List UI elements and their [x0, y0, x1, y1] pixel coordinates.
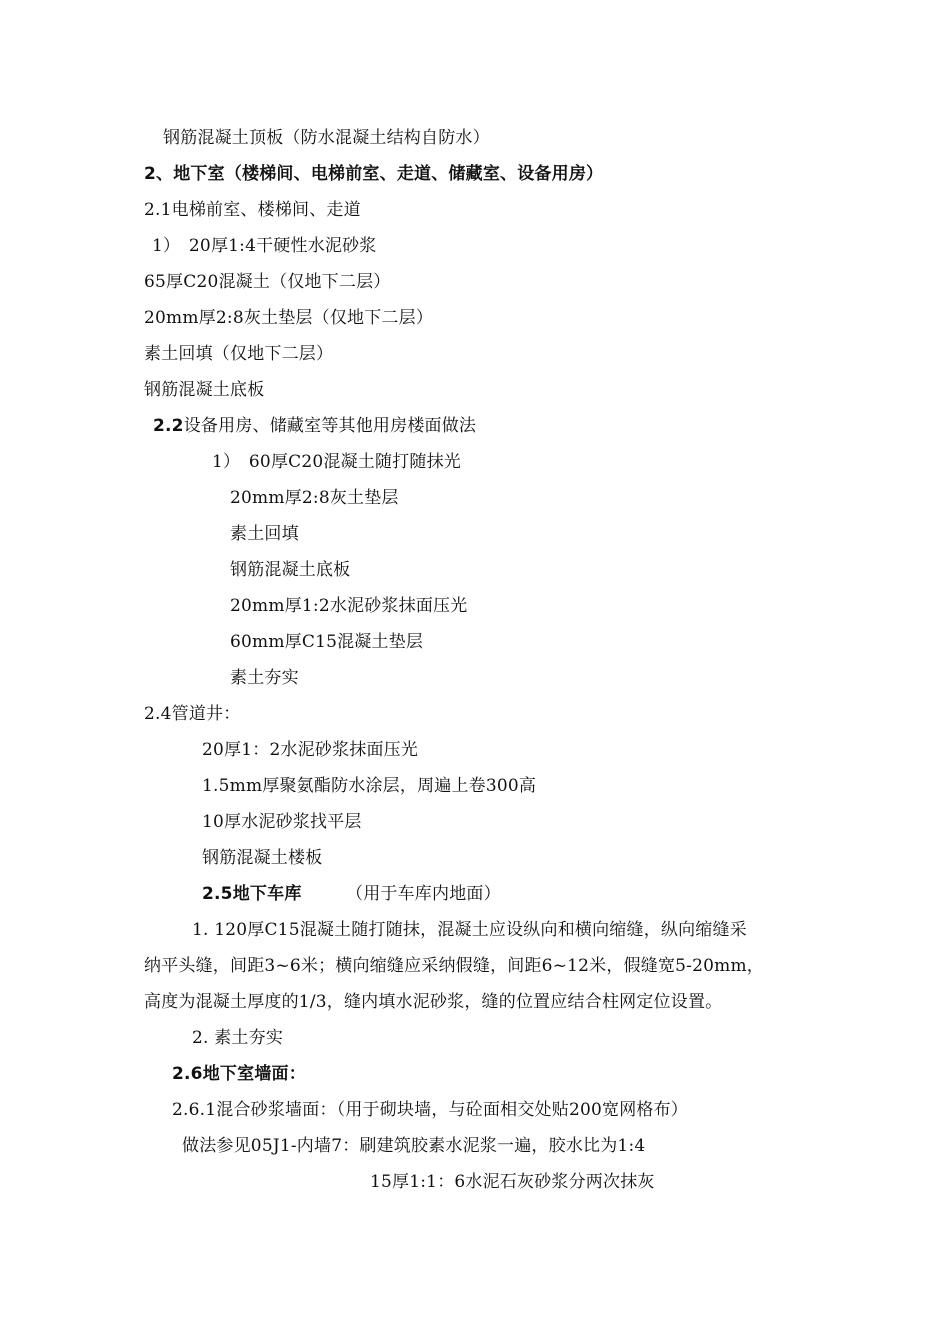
text-line: 20mm厚2:8灰土垫层 [230, 488, 399, 508]
text-line: 素土夯实 [230, 668, 299, 688]
list-item-1: 1） 20厚1:4干硬性水泥砂浆 [152, 236, 377, 256]
subsection-2-4: 2.4管道井： [144, 704, 241, 724]
text-line: 1.5mm厚聚氨酯防水涂层，周遍上卷300高 [202, 776, 537, 796]
subsection-note: （用于车库内地面） [346, 884, 501, 904]
paragraph-line: 纳平头缝，间距3~6米；横向缩缝应采纳假缝，间距6~12米，假缝宽5-20mm， [144, 956, 764, 976]
list-item-1: 1） 60厚C20混凝土随打随抹光 [212, 452, 461, 472]
text-line: 20mm厚2:8灰土垫层（仅地下二层） [144, 308, 434, 328]
section-heading-basement: 2、地下室（楼梯间、电梯前室、走道、储藏室、设备用房） [144, 164, 604, 184]
subsection-title: 设备用房、储藏室等其他用房楼面做法 [183, 416, 477, 436]
list-item-2: 2. 素土夯实 [192, 1028, 284, 1048]
paragraph-line: 高度为混凝土厚度的1/3，缝内填水泥砂浆，缝的位置应结合柱网定位设置。 [144, 992, 723, 1012]
text-line: 钢筋混凝土底板 [144, 380, 265, 400]
text-line: 65厚C20混凝土（仅地下二层） [144, 272, 391, 292]
text-line: 素土回填（仅地下二层） [144, 344, 334, 364]
text-line: 钢筋混凝土楼板 [202, 848, 323, 868]
subsection-2-2 [153, 414, 476, 438]
text-line: 钢筋混凝土底板 [230, 560, 351, 580]
text-line: 10厚水泥砂浆找平层 [202, 812, 362, 832]
text-line: 20厚1：2水泥砂浆抹面压光 [202, 740, 419, 760]
text-line: 15厚1:1：6水泥石灰砂浆分两次抹灰 [370, 1172, 655, 1192]
text-line: 素土回填 [230, 524, 299, 544]
text-line: 做法参见05J1-内墙7：刷建筑胶素水泥浆一遍，胶水比为1:4 [182, 1136, 646, 1156]
text-line: 60mm厚C15混凝土垫层 [230, 632, 424, 652]
subsection-2-1: 2.1电梯前室、楼梯间、走道 [144, 200, 361, 220]
text-line: 20mm厚1:2水泥砂浆抹面压光 [230, 596, 468, 616]
subsection-2-6-1: 2.6.1混合砂浆墙面：（用于砌块墙，与砼面相交处贴200宽网格布） [172, 1100, 689, 1120]
text-line-roof-slab: 钢筋混凝土顶板（防水混凝土结构自防水） [163, 128, 490, 148]
subsection-2-6: 2.6地下室墙面： [172, 1064, 306, 1084]
subsection-2-5: 2.5地下车库 [202, 884, 302, 904]
subsection-number: 2.2 [153, 416, 184, 436]
paragraph-line: 1. 120厚C15混凝土随打随抹，混凝土应设纵向和横向缩缝，纵向缩缝采 [192, 920, 747, 940]
